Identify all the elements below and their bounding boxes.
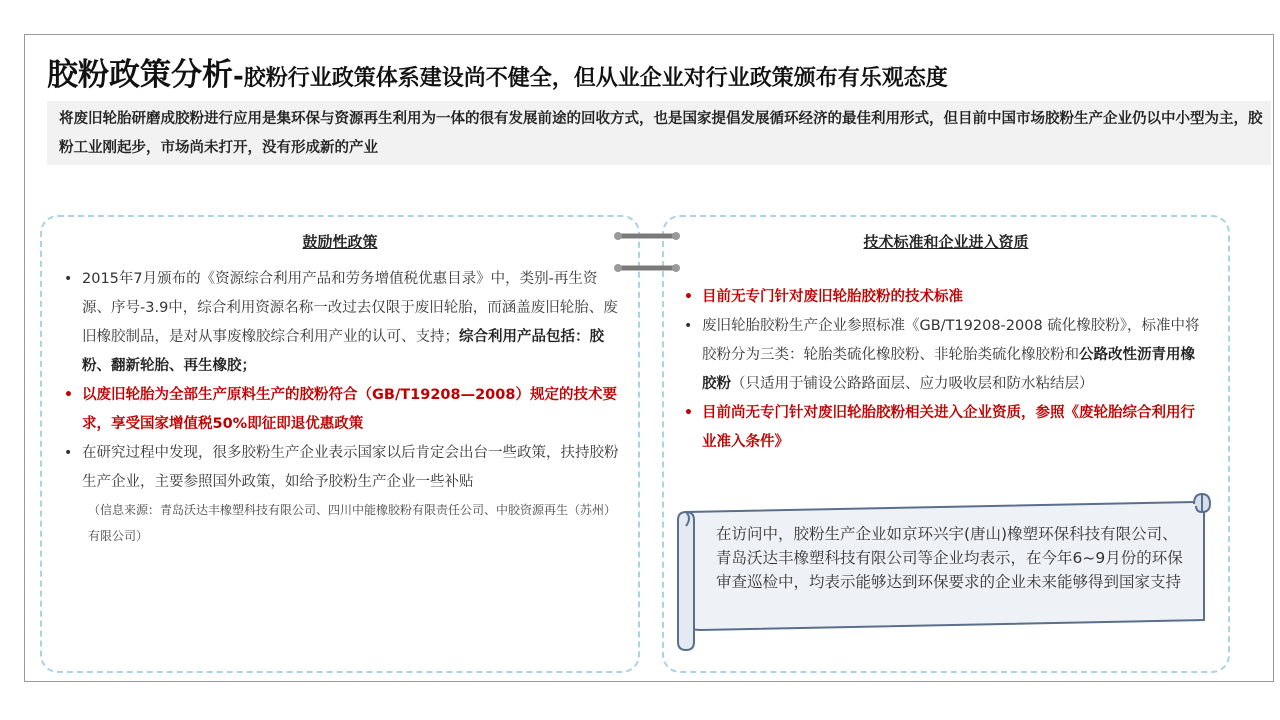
item-text: （只适用于铺设公路路面层、应力吸收层和防水粘结层）: [731, 376, 1094, 392]
panel-heading-right: 技术标准和企业进入资质: [863, 233, 1029, 251]
item-text: 2015年7月颁布的《资源综合利用产品和劳务增值税优惠目录》中，类别-再生资源、序号-3.9中，综合利用资源名称一改过去仅限于废旧轮胎，而涵盖废旧轮胎、废旧橡胶制品，是对从事废橡胶综合利用产业的认可、支持；: [82, 271, 618, 345]
panel-heading-left: 鼓励性政策: [302, 233, 378, 251]
standard-list: [680, 283, 1204, 457]
source-note: （信息来源：青岛沃达丰橡塑科技有限公司、四川中能橡胶粉有限责任公司、中胶资源再生（苏州）有限公司）: [88, 503, 617, 543]
summary-box: 将废旧轮胎研磨成胶粉进行应用是集环保与资源再生利用为一体的很有发展前途的回收方式，也是国家提倡发展循环经济的最佳利用形式，但目前中国市场胶粉生产企业仍以中小型为主，胶粉工业刚起步，市场尚未打开，没有形成新的产业: [47, 101, 1271, 165]
list-item-highlight: • 以废旧轮胎为全部生产原料生产的胶粉符合（GB/T19208—2008）规定的技术要求，享受国家增值税50%即征即退优惠政策: [60, 381, 626, 439]
list-item-highlight: • 目前尚无专门针对废旧轮胎胶粉相关进入企业资质，参照《废轮胎综合利用行业准入条件》: [680, 399, 1204, 457]
item-text: 在研究过程中发现，很多胶粉生产企业表示国家以后肯定会出台一些政策，扶持胶粉生产企业，主要参照国外政策，如给予胶粉生产企业一些补贴: [82, 445, 619, 490]
link-connector-icon: [612, 226, 682, 276]
list-item: [60, 439, 626, 549]
page-title: [47, 49, 948, 94]
title-main: 胶粉政策分析: [47, 57, 233, 93]
policy-list: [60, 265, 626, 549]
interview-note: 在访问中，胶粉生产企业如京环兴宇(唐山)橡塑环保科技有限公司、青岛沃达丰橡塑科技有限公司等企业均表示，在今年6~9月份的环保审查巡检中，均表示能够达到环保要求的企业未来能够得到国家支持: [716, 525, 1183, 591]
item-text: 废旧轮胎胶粉生产企业参照标准《GB/T19208-2008 硫化橡胶粉》，标准中将胶粉分为三类：轮胎类硫化橡胶粉、非轮胎类硫化橡胶粉和: [702, 318, 1200, 363]
list-item: [60, 265, 626, 381]
title-subtitle: 胶粉行业政策体系建设尚不健全，但从业企业对行业政策颁布有乐观态度: [243, 66, 948, 91]
encouraging-policy-panel: [40, 215, 640, 673]
item-bold-text: 综合利用产品包括：胶粉、翻新轮胎、再生橡胶；: [82, 329, 604, 374]
list-item-highlight: • 目前无专门针对废旧轮胎胶粉的技术标准: [680, 283, 1204, 312]
list-item: [680, 312, 1204, 399]
item-bold-text: 公路改性沥青用橡胶粉: [702, 347, 1195, 392]
title-dash: -: [233, 62, 244, 92]
